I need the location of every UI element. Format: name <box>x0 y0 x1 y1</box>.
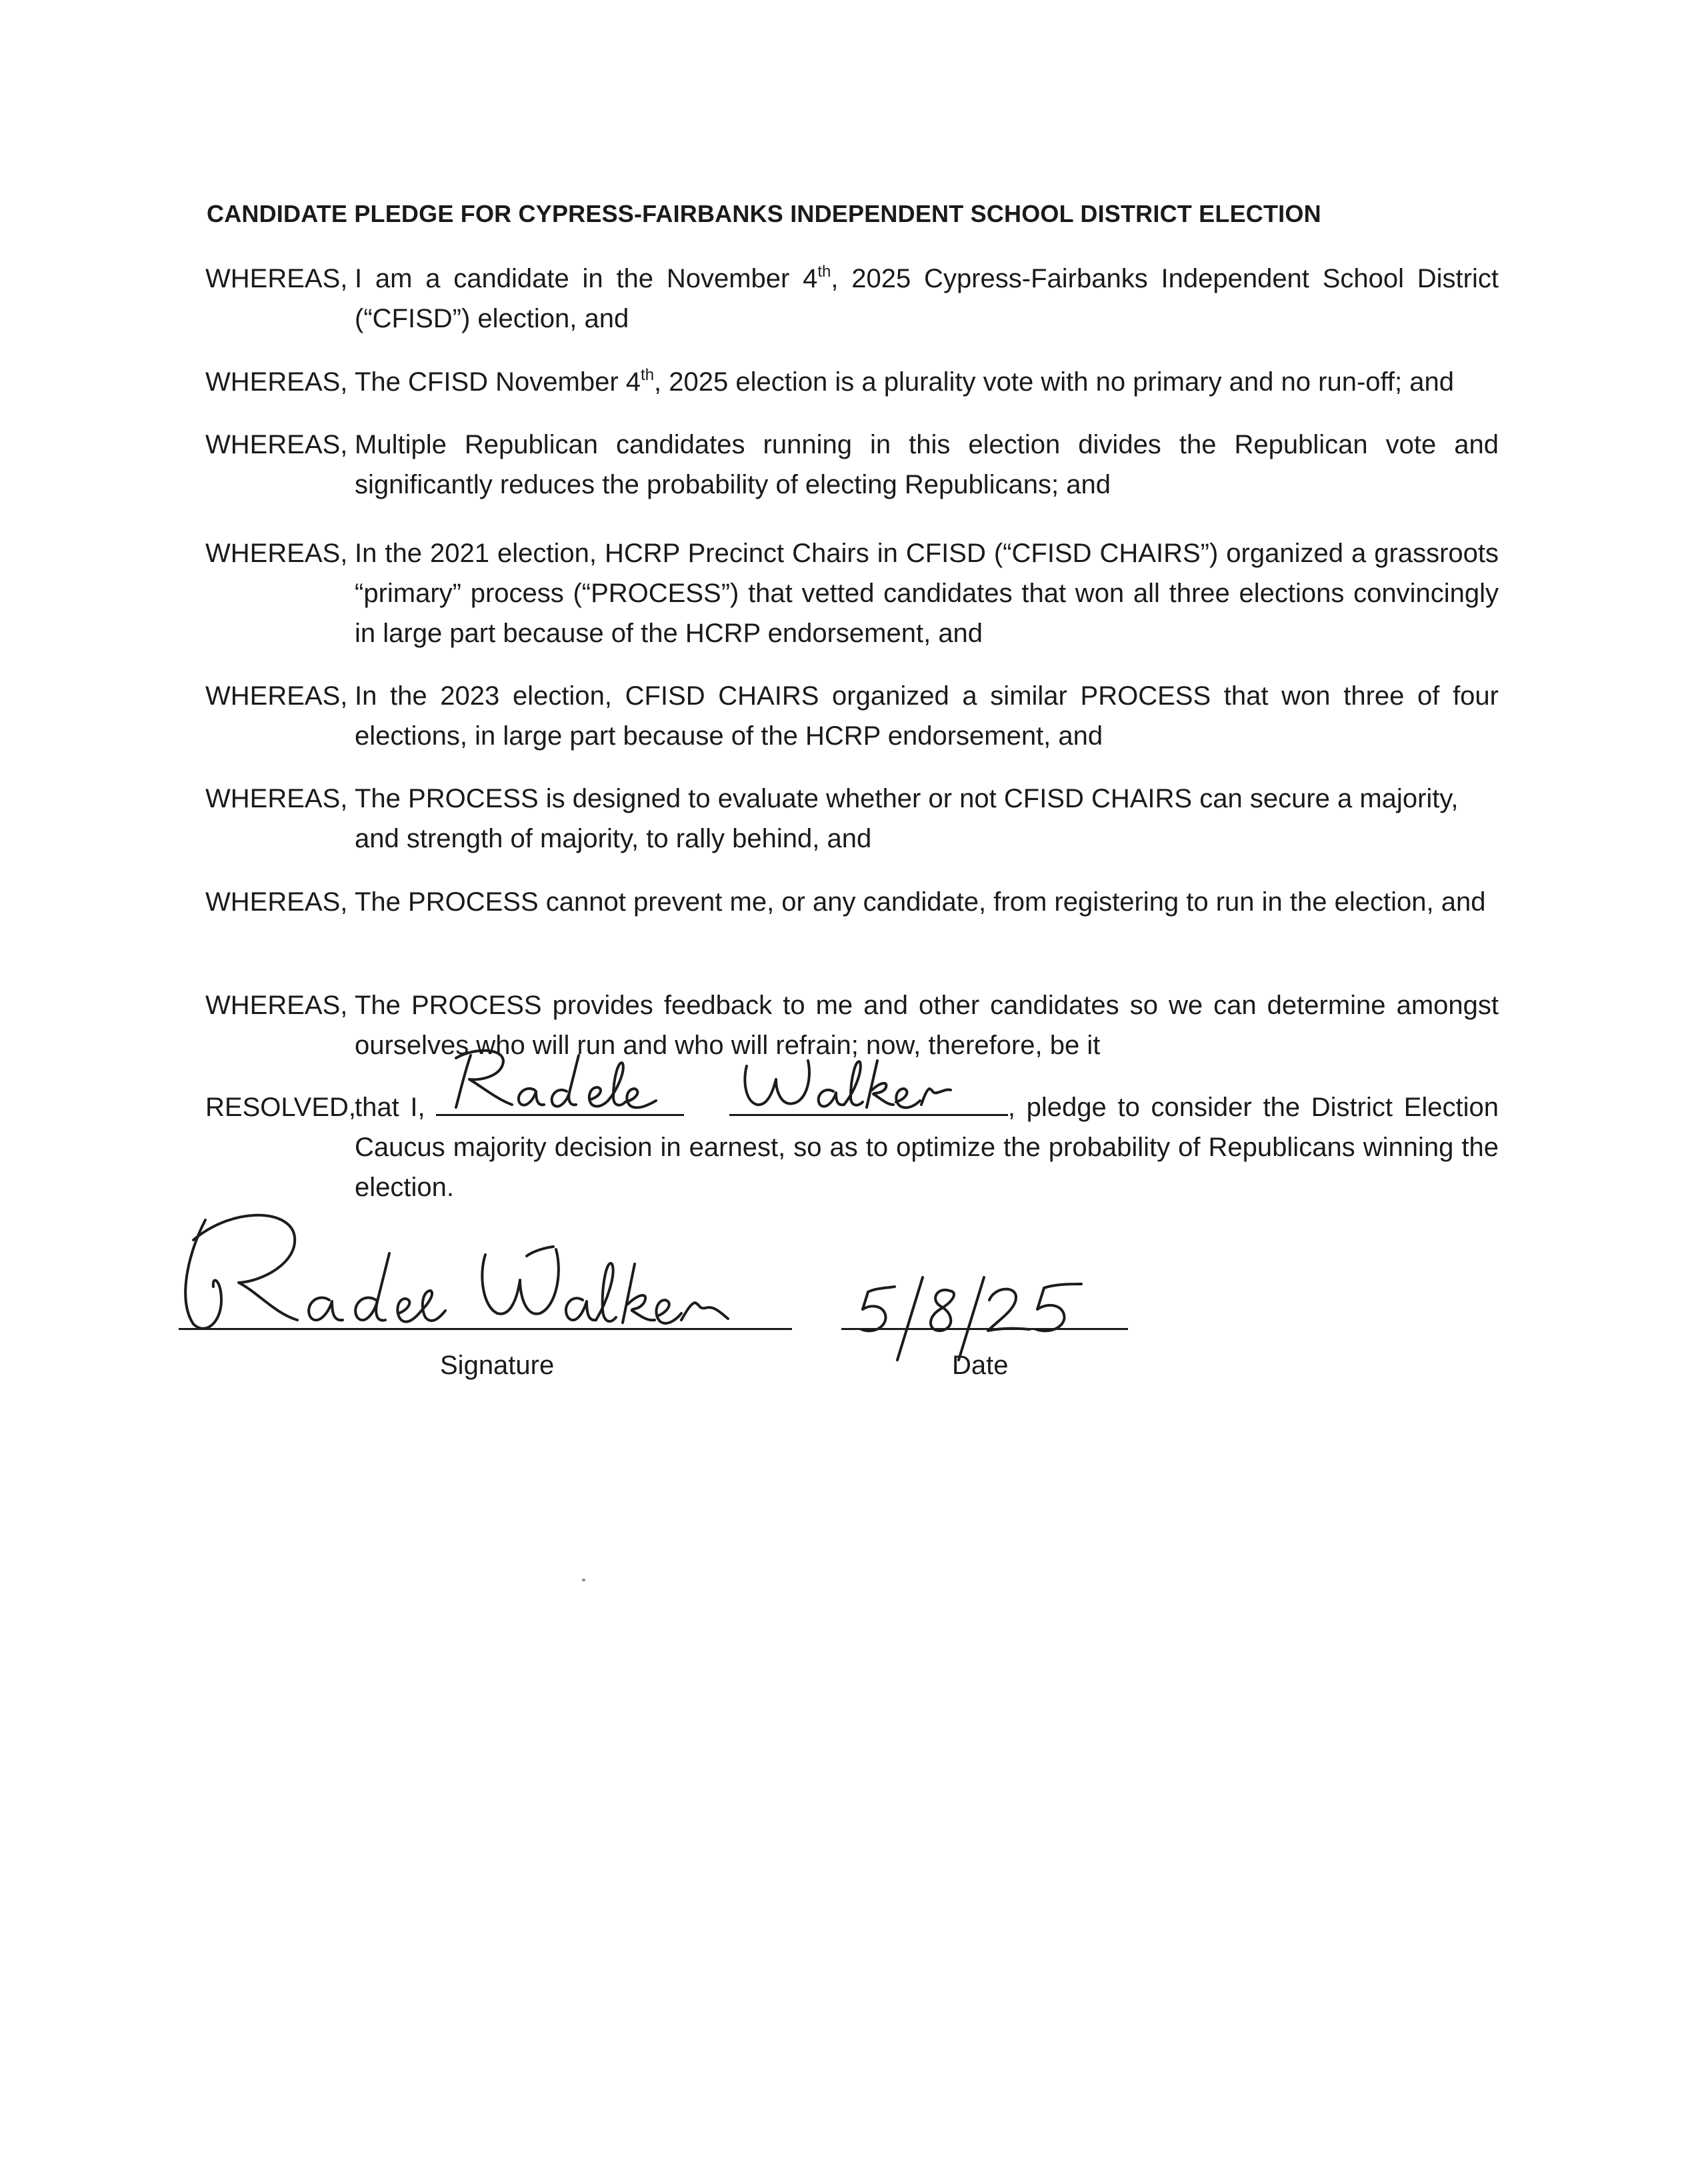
clause-text: The PROCESS provides feedback to me and other candidates so we can determine amongst ourselves who will run and who will refrain; now, therefore, be it <box>355 991 1499 1060</box>
ordinal-suffix: th <box>641 365 655 384</box>
ordinal-suffix: th <box>817 262 831 281</box>
resolved-suffix: , pledge to consider the District Election Caucus majority decision in earnest, so as to optimize the probability of Republicans winning the election. <box>355 1093 1499 1202</box>
whereas-clause-3 <box>205 425 1499 505</box>
whereas-clause-7 <box>205 882 1499 922</box>
handwritten-last-name <box>729 1043 1008 1117</box>
clause-label: WHEREAS, <box>205 784 348 813</box>
first-name-field <box>436 1087 684 1116</box>
handwritten-first-name <box>436 1043 684 1117</box>
clause-label: WHEREAS, <box>205 887 348 917</box>
clause-text: Multiple Republican candidates running in this election divides the Republican vote and significantly reduces the probability of electing Republicans; and <box>355 430 1499 499</box>
clause-text: I am a candidate in the November 4 <box>355 264 818 293</box>
clause-text: In the 2021 election, HCRP Precinct Chairs in CFISD (“CFISD CHAIRS”) organized a grassroots “primary” process (“PROCESS”) that vetted candidates that won all three elections convincingly in large part because of the HCRP endorsement, and <box>355 539 1499 648</box>
clause-text: The PROCESS cannot prevent me, or any candidate, from registering to run in the election, and <box>355 887 1486 917</box>
clause-text: The PROCESS is designed to evaluate whether or not CFISD CHAIRS can secure a majority, and strength of majority, to rally behind, and <box>355 784 1459 853</box>
whereas-clause-5 <box>205 676 1499 756</box>
clause-label: RESOLVED, <box>205 1093 356 1122</box>
clause-label: WHEREAS, <box>205 991 348 1020</box>
resolved-prefix: that I, <box>355 1093 425 1122</box>
handwritten-signature <box>175 1200 801 1340</box>
whereas-clause-2 <box>205 362 1499 402</box>
last-name-field <box>729 1087 1008 1116</box>
scan-speck <box>582 1579 585 1581</box>
whereas-clause-4 <box>205 533 1499 653</box>
clause-text: , 2025 election is a plurality vote with no primary and no run-off; and <box>654 367 1454 397</box>
handwritten-date <box>841 1253 1135 1367</box>
clause-text: , 2025 Cypress-Fairbanks Independent School District (“CFISD”) election, and <box>355 264 1499 333</box>
clause-label: WHEREAS, <box>205 264 348 293</box>
signature-caption: Signature <box>440 1351 555 1380</box>
date-caption: Date <box>952 1351 1009 1380</box>
page-title: CANDIDATE PLEDGE FOR CYPRESS-FAIRBANKS INDEPENDENT SCHOOL DISTRICT ELECTION <box>207 200 1321 227</box>
clause-label: WHEREAS, <box>205 539 348 568</box>
clause-label: WHEREAS, <box>205 430 348 459</box>
clause-label: WHEREAS, <box>205 367 348 397</box>
clause-label: WHEREAS, <box>205 681 348 711</box>
clause-text: In the 2023 election, CFISD CHAIRS organized a similar PROCESS that won three of four elections, in large part because of the HCRP endorsement, and <box>355 681 1499 751</box>
whereas-clause-1 <box>205 259 1499 339</box>
resolved-clause <box>205 1087 1499 1207</box>
clause-text: The CFISD November 4 <box>355 367 641 397</box>
whereas-clause-6 <box>205 779 1499 859</box>
